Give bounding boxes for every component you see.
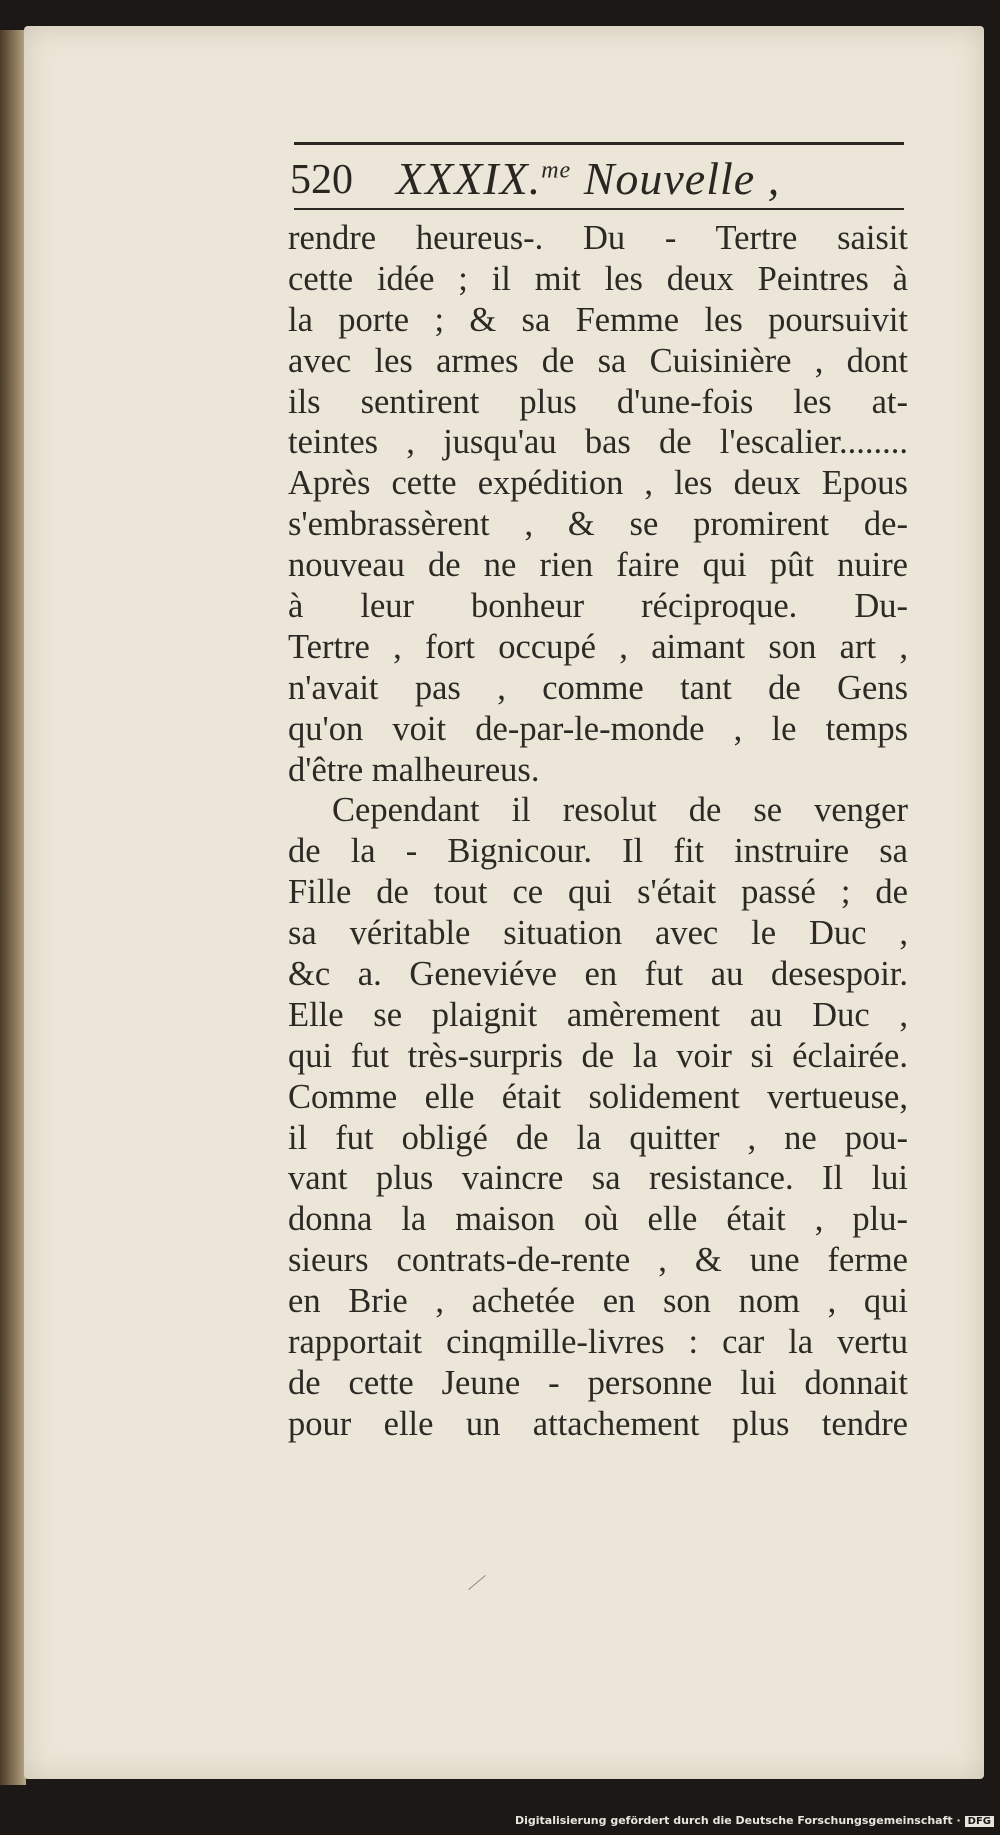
- header-rule-top: [294, 142, 904, 145]
- text-line: en Brie , achetée en son nom , qui: [288, 1282, 908, 1321]
- text-line: sa véritable situation avec le Duc ,: [288, 914, 908, 953]
- text-line: cette idée ; il mit les deux Peintres à: [288, 259, 908, 298]
- header-rule-bottom: [294, 208, 904, 210]
- text-line: Tertre , fort occupé , aimant son art ,: [288, 627, 908, 666]
- text-line: à leur bonheur réciproque. Du-: [288, 587, 908, 626]
- running-title: [396, 152, 780, 205]
- text-line: avec les armes de sa Cuisinière , dont: [288, 341, 908, 380]
- text-line: Après cette expédition , les deux Epous: [288, 464, 908, 503]
- text-line: ils sentirent plus d'une-fois les at-: [288, 382, 908, 421]
- text-line: n'avait pas , comme tant de Gens: [288, 668, 908, 707]
- text-line: la porte ; & sa Femme les poursuivit: [288, 300, 908, 339]
- text-line: de la - Bignicour. Il fit instruire sa: [288, 832, 908, 871]
- digitization-credit: [515, 1814, 994, 1827]
- running-title-word: Nouvelle ,: [583, 153, 781, 204]
- page-number: 520: [290, 157, 353, 203]
- text-line: qui fut très-surpris de la voir si éclairée.: [288, 1036, 908, 1075]
- book-spine: [0, 30, 26, 1785]
- dfg-logo: DFG: [965, 1816, 994, 1827]
- paragraph-start-line: Cependant il resolut de se venger: [332, 791, 908, 830]
- text-line: qu'on voit de-par-le-monde , le temps: [288, 709, 908, 748]
- text-line: s'embrassèrent , & se promirent de-: [288, 505, 908, 544]
- text-line: de cette Jeune - personne lui donnait: [288, 1363, 908, 1402]
- running-title-sup: me: [541, 157, 572, 184]
- text-line: il fut obligé de la quitter , ne pou-: [288, 1118, 908, 1157]
- running-title-numeral: XXXIX.: [396, 153, 542, 204]
- credit-text: Digitalisierung gefördert durch die Deutsche Forschungsgemeinschaft ·: [514, 1814, 961, 1827]
- text-line: d'être malheureus.: [288, 750, 540, 789]
- text-line: rapportait cinqmille-livres : car la vertu: [288, 1323, 908, 1362]
- running-header: [290, 150, 910, 208]
- text-line: vant plus vaincre sa resistance. Il lui: [288, 1159, 908, 1198]
- text-line: Comme elle était solidement vertueuse,: [288, 1077, 908, 1116]
- text-line: &c a. Geneviéve en fut au desespoir.: [288, 955, 908, 994]
- text-line: rendre heureus-. Du - Tertre saisit: [288, 219, 908, 257]
- text-line: sieurs contrats-de-rente , & une ferme: [288, 1241, 908, 1280]
- text-line: pour elle un attachement plus tendre: [288, 1404, 908, 1443]
- text-line: nouveau de ne rien faire qui pût nuire: [288, 546, 908, 585]
- text-line: Elle se plaignit amèrement au Duc ,: [288, 995, 908, 1034]
- text-line: donna la maison où elle était , plu-: [288, 1200, 908, 1239]
- text-line: Fille de tout ce qui s'était passé ; de: [288, 873, 908, 912]
- body-text: [288, 218, 908, 1445]
- text-line: teintes , jusqu'au bas de l'escalier........: [288, 423, 908, 462]
